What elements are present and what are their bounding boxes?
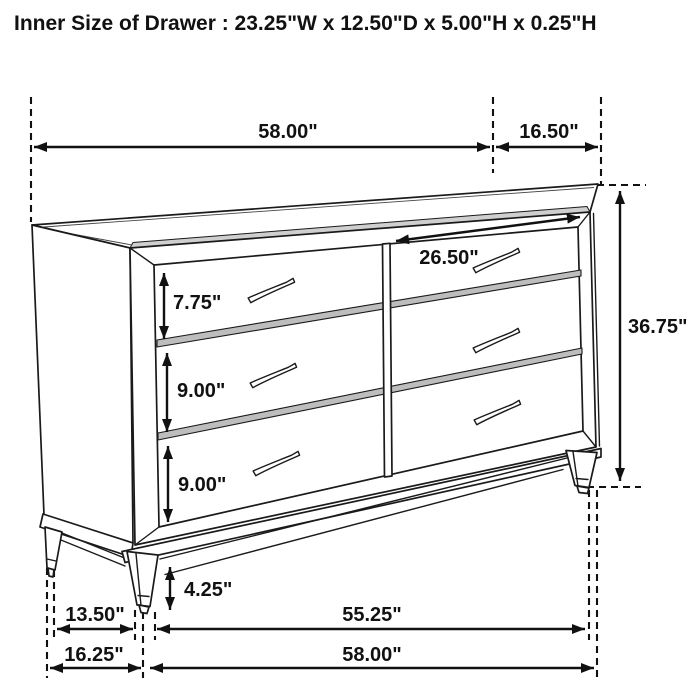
front-left-leg-tip <box>139 605 149 614</box>
front-right-leg-tip <box>577 486 589 494</box>
dimension-label: 9.00" <box>177 380 226 402</box>
dim-leg-span-depth <box>57 604 133 629</box>
dimension-label: 58.00" <box>258 121 318 143</box>
page-title: Inner Size of Drawer : 23.25"W x 12.50"D x 5.00"H x 0.25"H <box>14 12 597 35</box>
dimension-label: 26.50" <box>419 247 479 269</box>
dim-overall-depth-top <box>496 121 598 147</box>
dim-overall-depth-bottom <box>50 644 141 668</box>
dim-leg-span-width <box>157 604 585 629</box>
center-divider <box>383 243 393 477</box>
dimension-label: 16.25" <box>64 644 124 666</box>
dresser-drawing <box>32 184 601 614</box>
back-left-leg <box>45 527 62 570</box>
back-left-leg-tip <box>48 568 54 577</box>
dim-overall-height <box>620 191 688 481</box>
dimension-label: 16.50" <box>519 121 579 143</box>
dimension-label: 13.50" <box>65 604 125 626</box>
front-left-leg <box>127 552 158 614</box>
dimension-label: 55.25" <box>342 604 402 626</box>
dimension-label: 4.25" <box>184 579 233 601</box>
front-left-leg-body <box>127 552 158 607</box>
dim-leg-height <box>170 567 232 610</box>
dresser-side-panel <box>32 225 133 543</box>
dimension-label: 36.75" <box>628 316 688 338</box>
front-right-leg-cap-line <box>576 479 588 480</box>
dim-overall-width-top <box>34 121 490 147</box>
front-right-leg-body <box>566 451 597 488</box>
dimension-label: 7.75" <box>173 292 222 314</box>
dimension-label: 58.00" <box>342 644 402 666</box>
front-left-leg-cap-line <box>138 596 149 597</box>
dim-overall-width-bottom <box>150 644 594 668</box>
dimension-label: 9.00" <box>178 474 227 496</box>
